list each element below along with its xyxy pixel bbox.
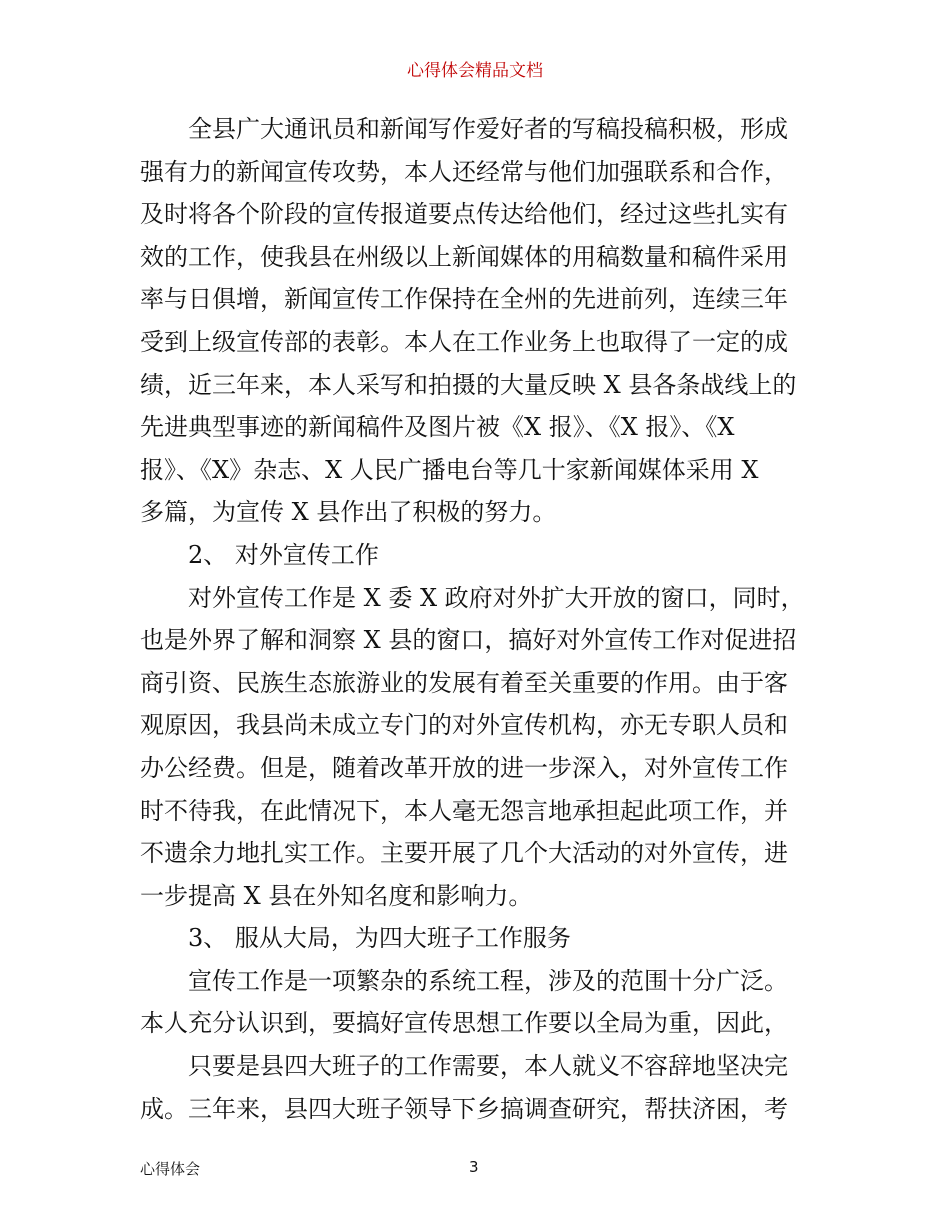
text-line: 本人充分认识到，要搞好宣传思想工作要以全局为重，因此， [140, 1009, 788, 1038]
text-line: 不遗余力地扎实工作。主要开展了几个大活动的对外宣传，进 [140, 839, 788, 868]
document-body [140, 108, 816, 1130]
text-line: 商引资、民族生态旅游业的发展有着至关重要的作用。由于客 [140, 668, 788, 697]
page-number: 3 [469, 1158, 479, 1176]
text-line: 办公经费。但是，随着改革开放的进一步深入，对外宣传工作 [140, 753, 788, 782]
text-line: 及时将各个阶段的宣传报道要点传达给他们，经过这些扎实有 [140, 200, 788, 229]
text-line: 先进典型事迹的新闻稿件及图片被《X 报》、《X 报》、《X [140, 413, 735, 442]
text-line: 强有力的新闻宣传攻势，本人还经常与他们加强联系和合作， [140, 157, 788, 186]
text-line: 也是外界了解和洞察 X 县的窗口，搞好对外宣传工作对促进招 [140, 626, 797, 655]
text-line: 时不待我，在此情况下，本人毫无怨言地承担起此项工作，并 [140, 796, 788, 825]
text-line: 一步提高 X 县在外知名度和影响力。 [140, 881, 533, 910]
text-line: 报》、《X》杂志、X 人民广播电台等几十家新闻媒体采用 X [140, 455, 759, 484]
text-line: 成。三年来，县四大班子领导下乡搞调查研究，帮扶济困，考 [140, 1094, 788, 1123]
text-line: 对外宣传工作是 X 委 X 政府对外扩大开放的窗口，同时， [188, 583, 805, 612]
text-line: 全县广大通讯员和新闻写作爱好者的写稿投稿积极，形成 [188, 115, 788, 143]
text-line: 观原因，我县尚未成立专门的对外宣传机构，亦无专职人员和 [140, 711, 788, 740]
section-heading: 3、 服从大局，为四大班子工作服务 [188, 924, 571, 953]
text-line: 效的工作，使我县在州级以上新闻媒体的用稿数量和稿件采用 [140, 242, 788, 271]
text-line: 受到上级宣传部的表彰。本人在工作业务上也取得了一定的成 [140, 327, 788, 356]
section-heading: 2、 对外宣传工作 [188, 540, 379, 569]
text-line: 多篇，为宣传 X 县作出了积极的努力。 [140, 498, 557, 527]
document-header-title: 心得体会精品文档 [407, 61, 543, 81]
text-line: 率与日俱增，新闻宣传工作保持在全州的先进前列，连续三年 [140, 285, 788, 314]
text-line: 宣传工作是一项繁杂的系统工程，涉及的范围十分广泛。 [188, 966, 788, 995]
footer-label: 心得体会 [140, 1160, 201, 1178]
text-line: 绩，近三年来，本人采写和拍摄的大量反映 X 县各条战线上的 [140, 370, 797, 399]
text-line: 只要是县四大班子的工作需要，本人就义不容辞地坚决完 [188, 1052, 788, 1081]
